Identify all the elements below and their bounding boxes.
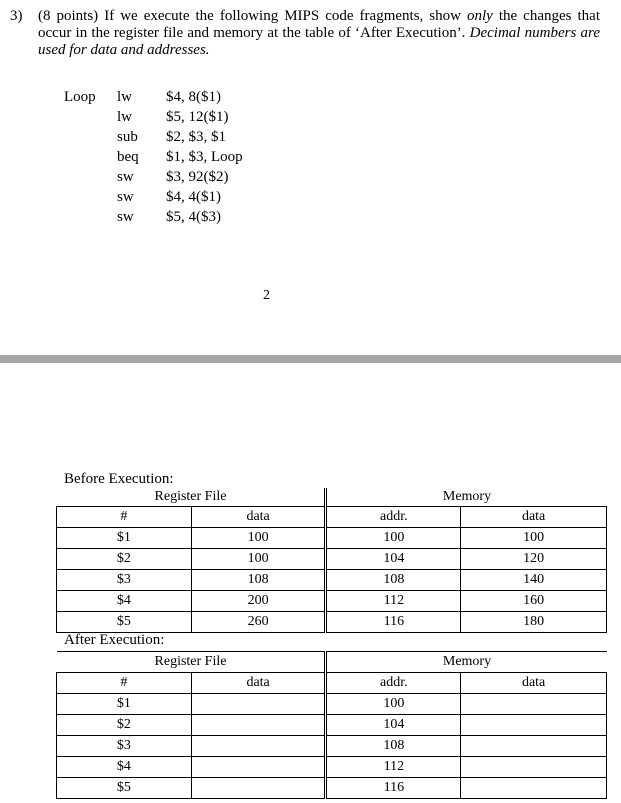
mem-value-empty[interactable]: [461, 778, 607, 799]
question-points: (8 points): [38, 8, 99, 24]
code-opcodes: [117, 87, 139, 227]
table-row: [57, 612, 607, 633]
table-row: [57, 591, 607, 612]
register-file-title: Register File: [57, 652, 326, 673]
mem-address: 104: [326, 715, 461, 736]
mem-address: 112: [326, 591, 461, 612]
question-text-part2: the changes that occur in the register file and memory at the table of ‘After Execution’.: [38, 8, 600, 41]
table-row: [57, 694, 607, 715]
code-label: Loop: [64, 89, 96, 105]
code-args: $5, 12($1): [166, 109, 229, 125]
mem-value: 160: [461, 591, 607, 612]
mem-address: 112: [326, 757, 461, 778]
code-args: $4, 4($1): [166, 189, 221, 205]
mem-value-empty[interactable]: [461, 694, 607, 715]
code-op: sw: [117, 189, 134, 205]
code-op: lw: [117, 89, 132, 105]
table-row: [57, 736, 607, 757]
mem-value: 180: [461, 612, 607, 633]
header-reg-data: data: [191, 507, 326, 528]
mem-address: 116: [326, 612, 461, 633]
table-row: [57, 757, 607, 778]
table-row: [57, 715, 607, 736]
after-table: [56, 651, 607, 799]
table-row: [57, 549, 607, 570]
mem-address: 104: [326, 549, 461, 570]
mem-address: 100: [326, 528, 461, 549]
table-row: [57, 570, 607, 591]
code-args: $1, $3, Loop: [166, 149, 243, 165]
code-operands: [166, 87, 243, 227]
before-table: [56, 488, 607, 633]
mem-value: 100: [461, 528, 607, 549]
mem-value-empty[interactable]: [461, 715, 607, 736]
reg-value: 108: [191, 570, 326, 591]
reg-value: 260: [191, 612, 326, 633]
header-reg-num: #: [57, 673, 192, 694]
code-op: sub: [117, 129, 138, 145]
code-args: $4, 8($1): [166, 89, 221, 105]
code-op: beq: [117, 149, 139, 165]
header-reg-data: data: [191, 673, 326, 694]
code-op: sw: [117, 209, 134, 225]
reg-name: $5: [57, 612, 192, 633]
header-mem-data: data: [461, 507, 607, 528]
table-title-row: [57, 488, 607, 507]
reg-name: $3: [57, 570, 192, 591]
header-mem-addr: addr.: [326, 507, 461, 528]
page-divider: [0, 355, 621, 363]
before-label: Before Execution:: [64, 471, 174, 487]
code-op: sw: [117, 169, 134, 185]
table-title-row: [57, 652, 607, 673]
reg-value-empty[interactable]: [191, 736, 326, 757]
page-number: 2: [263, 288, 270, 303]
code-args: $2, $3, $1: [166, 129, 226, 145]
mem-value: 140: [461, 570, 607, 591]
mem-address: 116: [326, 778, 461, 799]
reg-value-empty[interactable]: [191, 778, 326, 799]
reg-name: $5: [57, 778, 192, 799]
table-row: [57, 528, 607, 549]
question-text: [10, 8, 600, 59]
mem-address: 100: [326, 694, 461, 715]
reg-value: 100: [191, 549, 326, 570]
mem-value-empty[interactable]: [461, 757, 607, 778]
reg-name: $4: [57, 591, 192, 612]
register-file-title: Register File: [57, 488, 326, 507]
reg-name: $2: [57, 549, 192, 570]
question-text-part1: If we execute the following MIPS code fragments, show: [98, 8, 467, 24]
question-number: 3): [10, 8, 23, 24]
mem-value-empty[interactable]: [461, 736, 607, 757]
memory-title: Memory: [326, 652, 607, 673]
question-emphasis: only: [467, 8, 493, 24]
table-row: [57, 778, 607, 799]
reg-name: $1: [57, 528, 192, 549]
reg-name: $4: [57, 757, 192, 778]
after-label: After Execution:: [64, 632, 165, 648]
table-header-row: [57, 507, 607, 528]
table-header-row: [57, 673, 607, 694]
code-op: lw: [117, 109, 132, 125]
mem-address: 108: [326, 736, 461, 757]
reg-value-empty[interactable]: [191, 757, 326, 778]
reg-value: 200: [191, 591, 326, 612]
code-args: $3, 92($2): [166, 169, 229, 185]
reg-value-empty[interactable]: [191, 694, 326, 715]
reg-value-empty[interactable]: [191, 715, 326, 736]
code-args: $5, 4($3): [166, 209, 221, 225]
memory-title: Memory: [326, 488, 607, 507]
reg-value: 100: [191, 528, 326, 549]
header-mem-data: data: [461, 673, 607, 694]
mem-address: 108: [326, 570, 461, 591]
reg-name: $1: [57, 694, 192, 715]
reg-name: $3: [57, 736, 192, 757]
header-reg-num: #: [57, 507, 192, 528]
question-note: Decimal numbers are used for data and addresses.: [38, 25, 600, 58]
reg-name: $2: [57, 715, 192, 736]
mem-value: 120: [461, 549, 607, 570]
header-mem-addr: addr.: [326, 673, 461, 694]
